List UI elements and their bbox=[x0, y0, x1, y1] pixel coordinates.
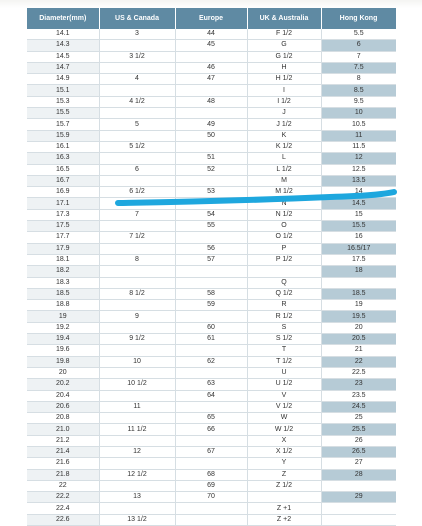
uk-australia-cell: I bbox=[247, 85, 321, 96]
hong-kong-cell: 19 bbox=[321, 300, 396, 311]
diameter-cell: 20 bbox=[27, 367, 99, 378]
hong-kong-cell: 19.5 bbox=[321, 311, 396, 322]
hong-kong-cell: 18.5 bbox=[321, 288, 396, 299]
diameter-cell: 16.1 bbox=[27, 141, 99, 152]
diameter-cell: 21.4 bbox=[27, 446, 99, 457]
us-canada-cell bbox=[99, 458, 175, 469]
hong-kong-cell: 22 bbox=[321, 356, 396, 367]
us-canada-cell: 5 1/2 bbox=[99, 141, 175, 152]
table-row bbox=[27, 119, 396, 130]
uk-australia-cell: O 1/2 bbox=[247, 232, 321, 243]
uk-australia-cell: L 1/2 bbox=[247, 164, 321, 175]
hong-kong-cell: 9.5 bbox=[321, 96, 396, 107]
us-canada-cell: 6 1/2 bbox=[99, 187, 175, 198]
europe-cell: 47 bbox=[175, 74, 247, 85]
diameter-cell: 16.3 bbox=[27, 153, 99, 164]
uk-australia-cell: Z 1/2 bbox=[247, 480, 321, 491]
europe-cell: 61 bbox=[175, 334, 247, 345]
table-row bbox=[27, 108, 396, 119]
table-row bbox=[27, 379, 396, 390]
uk-australia-cell: Z bbox=[247, 469, 321, 480]
table-row bbox=[27, 435, 396, 446]
us-canada-cell: 13 1/2 bbox=[99, 514, 175, 525]
diameter-cell: 18.5 bbox=[27, 288, 99, 299]
table-row bbox=[27, 51, 396, 62]
table-row bbox=[27, 413, 396, 424]
table-row bbox=[27, 164, 396, 175]
us-canada-cell bbox=[99, 153, 175, 164]
diameter-cell: 20.4 bbox=[27, 390, 99, 401]
us-canada-cell bbox=[99, 108, 175, 119]
diameter-cell: 16.7 bbox=[27, 175, 99, 186]
uk-australia-cell: T bbox=[247, 345, 321, 356]
us-canada-cell bbox=[99, 435, 175, 446]
europe-cell: 65 bbox=[175, 413, 247, 424]
hong-kong-cell: 17.5 bbox=[321, 254, 396, 265]
europe-cell: 48 bbox=[175, 96, 247, 107]
diameter-cell: 17.3 bbox=[27, 209, 99, 220]
uk-australia-cell: S 1/2 bbox=[247, 334, 321, 345]
ring-size-conversion-table bbox=[27, 8, 397, 526]
table-body bbox=[27, 29, 396, 526]
table-row bbox=[27, 221, 396, 232]
uk-australia-cell: U bbox=[247, 367, 321, 378]
europe-cell: 67 bbox=[175, 446, 247, 457]
table-row bbox=[27, 503, 396, 514]
hong-kong-cell: 10.5 bbox=[321, 119, 396, 130]
diameter-cell: 19.2 bbox=[27, 322, 99, 333]
us-canada-cell bbox=[99, 480, 175, 491]
hong-kong-cell: 14.5 bbox=[321, 198, 396, 209]
diameter-cell: 14.5 bbox=[27, 51, 99, 62]
us-canada-cell: 9 bbox=[99, 311, 175, 322]
diameter-cell: 21.2 bbox=[27, 435, 99, 446]
diameter-cell: 15.5 bbox=[27, 108, 99, 119]
europe-cell: 70 bbox=[175, 492, 247, 503]
hong-kong-cell: 5.5 bbox=[321, 29, 396, 40]
europe-cell: 63 bbox=[175, 379, 247, 390]
hong-kong-cell: 26 bbox=[321, 435, 396, 446]
uk-australia-cell: M bbox=[247, 175, 321, 186]
diameter-cell: 14.1 bbox=[27, 29, 99, 40]
uk-australia-cell: T 1/2 bbox=[247, 356, 321, 367]
uk-australia-cell: V bbox=[247, 390, 321, 401]
hong-kong-cell: 10 bbox=[321, 108, 396, 119]
uk-australia-cell: N 1/2 bbox=[247, 209, 321, 220]
table-row bbox=[27, 29, 396, 40]
us-canada-cell: 10 bbox=[99, 356, 175, 367]
us-canada-cell: 12 1/2 bbox=[99, 469, 175, 480]
europe-cell: 56 bbox=[175, 243, 247, 254]
table-row bbox=[27, 209, 396, 220]
us-canada-cell: 3 bbox=[99, 29, 175, 40]
us-canada-cell bbox=[99, 130, 175, 141]
hong-kong-cell: 16 bbox=[321, 232, 396, 243]
europe-cell: 49 bbox=[175, 119, 247, 130]
table-row bbox=[27, 74, 396, 85]
hong-kong-cell: 16.5/17 bbox=[321, 243, 396, 254]
hong-kong-cell: 23.5 bbox=[321, 390, 396, 401]
uk-australia-cell: J bbox=[247, 108, 321, 119]
table-row bbox=[27, 141, 396, 152]
hong-kong-cell: 18 bbox=[321, 266, 396, 277]
us-canada-cell: 10 1/2 bbox=[99, 379, 175, 390]
uk-australia-cell: O bbox=[247, 221, 321, 232]
uk-australia-cell: R bbox=[247, 300, 321, 311]
us-canada-cell: 8 bbox=[99, 254, 175, 265]
uk-australia-cell: V 1/2 bbox=[247, 401, 321, 412]
table-row bbox=[27, 480, 396, 491]
diameter-cell: 14.7 bbox=[27, 62, 99, 73]
diameter-cell: 14.3 bbox=[27, 40, 99, 51]
europe-cell: 68 bbox=[175, 469, 247, 480]
header-diameter: Diameter(mm) bbox=[27, 8, 99, 29]
table-row bbox=[27, 424, 396, 435]
diameter-cell: 18.1 bbox=[27, 254, 99, 265]
table-row bbox=[27, 492, 396, 503]
hong-kong-cell: 7 bbox=[321, 51, 396, 62]
uk-australia-cell: P 1/2 bbox=[247, 254, 321, 265]
europe-cell bbox=[175, 85, 247, 96]
header-us-canada: US & Canada bbox=[99, 8, 175, 29]
us-canada-cell: 9 1/2 bbox=[99, 334, 175, 345]
table-row bbox=[27, 469, 396, 480]
diameter-cell: 15.1 bbox=[27, 85, 99, 96]
table-row bbox=[27, 243, 396, 254]
europe-cell: 69 bbox=[175, 480, 247, 491]
us-canada-cell: 7 1/2 bbox=[99, 232, 175, 243]
europe-cell bbox=[175, 198, 247, 209]
uk-australia-cell: Q 1/2 bbox=[247, 288, 321, 299]
uk-australia-cell: W bbox=[247, 413, 321, 424]
europe-cell: 52 bbox=[175, 164, 247, 175]
diameter-cell: 22.4 bbox=[27, 503, 99, 514]
uk-australia-cell: F 1/2 bbox=[247, 29, 321, 40]
table-row bbox=[27, 62, 396, 73]
table-row bbox=[27, 85, 396, 96]
diameter-cell: 14.9 bbox=[27, 74, 99, 85]
table-row bbox=[27, 277, 396, 288]
hong-kong-cell: 8 bbox=[321, 74, 396, 85]
diameter-cell: 18.8 bbox=[27, 300, 99, 311]
hong-kong-cell: 13.5 bbox=[321, 175, 396, 186]
hong-kong-cell: 21 bbox=[321, 345, 396, 356]
us-canada-cell: 3 1/2 bbox=[99, 51, 175, 62]
header-row bbox=[27, 8, 396, 29]
uk-australia-cell bbox=[247, 266, 321, 277]
uk-australia-cell: N bbox=[247, 198, 321, 209]
hong-kong-cell: 28 bbox=[321, 469, 396, 480]
us-canada-cell bbox=[99, 390, 175, 401]
us-canada-cell: 7 bbox=[99, 209, 175, 220]
uk-australia-cell: M 1/2 bbox=[247, 187, 321, 198]
diameter-cell: 17.9 bbox=[27, 243, 99, 254]
uk-australia-cell: W 1/2 bbox=[247, 424, 321, 435]
diameter-cell: 17.5 bbox=[27, 221, 99, 232]
us-canada-cell: 5 bbox=[99, 119, 175, 130]
us-canada-cell bbox=[99, 345, 175, 356]
table-row bbox=[27, 345, 396, 356]
diameter-cell: 15.9 bbox=[27, 130, 99, 141]
diameter-cell: 16.9 bbox=[27, 187, 99, 198]
table-row bbox=[27, 266, 396, 277]
us-canada-cell: 11 1/2 bbox=[99, 424, 175, 435]
hong-kong-cell: 27 bbox=[321, 458, 396, 469]
diameter-cell: 15.3 bbox=[27, 96, 99, 107]
header-europe: Europe bbox=[175, 8, 247, 29]
table-row bbox=[27, 514, 396, 525]
us-canada-cell: 8 1/2 bbox=[99, 288, 175, 299]
diameter-cell: 21.0 bbox=[27, 424, 99, 435]
uk-australia-cell: X bbox=[247, 435, 321, 446]
europe-cell bbox=[175, 345, 247, 356]
uk-australia-cell: G 1/2 bbox=[247, 51, 321, 62]
hong-kong-cell: 20.5 bbox=[321, 334, 396, 345]
us-canada-cell: 13 bbox=[99, 492, 175, 503]
europe-cell: 60 bbox=[175, 322, 247, 333]
diameter-cell: 17.1 bbox=[27, 198, 99, 209]
europe-cell: 53 bbox=[175, 187, 247, 198]
table-row bbox=[27, 390, 396, 401]
table-row bbox=[27, 175, 396, 186]
us-canada-cell bbox=[99, 413, 175, 424]
hong-kong-cell: 25 bbox=[321, 413, 396, 424]
diameter-cell: 17.7 bbox=[27, 232, 99, 243]
hong-kong-cell bbox=[321, 503, 396, 514]
diameter-cell: 22.6 bbox=[27, 514, 99, 525]
us-canada-cell bbox=[99, 62, 175, 73]
us-canada-cell: 6 bbox=[99, 164, 175, 175]
hong-kong-cell: 6 bbox=[321, 40, 396, 51]
us-canada-cell bbox=[99, 243, 175, 254]
uk-australia-cell: R 1/2 bbox=[247, 311, 321, 322]
table-row bbox=[27, 458, 396, 469]
us-canada-cell bbox=[99, 277, 175, 288]
europe-cell bbox=[175, 311, 247, 322]
table-row bbox=[27, 300, 396, 311]
diameter-cell: 16.5 bbox=[27, 164, 99, 175]
table-row bbox=[27, 322, 396, 333]
hong-kong-cell: 24.5 bbox=[321, 401, 396, 412]
diameter-cell: 18.3 bbox=[27, 277, 99, 288]
us-canada-cell bbox=[99, 175, 175, 186]
us-canada-cell bbox=[99, 266, 175, 277]
hong-kong-cell: 12 bbox=[321, 153, 396, 164]
diameter-cell: 19 bbox=[27, 311, 99, 322]
hong-kong-cell bbox=[321, 480, 396, 491]
us-canada-cell bbox=[99, 40, 175, 51]
europe-cell bbox=[175, 232, 247, 243]
europe-cell bbox=[175, 367, 247, 378]
europe-cell: 66 bbox=[175, 424, 247, 435]
hong-kong-cell: 11 bbox=[321, 130, 396, 141]
table-row bbox=[27, 254, 396, 265]
uk-australia-cell: H 1/2 bbox=[247, 74, 321, 85]
hong-kong-cell: 15 bbox=[321, 209, 396, 220]
uk-australia-cell: P bbox=[247, 243, 321, 254]
europe-cell: 62 bbox=[175, 356, 247, 367]
hong-kong-cell: 12.5 bbox=[321, 164, 396, 175]
europe-cell bbox=[175, 141, 247, 152]
table-row bbox=[27, 334, 396, 345]
uk-australia-cell: U 1/2 bbox=[247, 379, 321, 390]
uk-australia-cell: J 1/2 bbox=[247, 119, 321, 130]
diameter-cell: 19.4 bbox=[27, 334, 99, 345]
us-canada-cell bbox=[99, 221, 175, 232]
table-row bbox=[27, 356, 396, 367]
europe-cell bbox=[175, 514, 247, 525]
europe-cell: 50 bbox=[175, 130, 247, 141]
table-row bbox=[27, 311, 396, 322]
europe-cell: 58 bbox=[175, 288, 247, 299]
uk-australia-cell: G bbox=[247, 40, 321, 51]
europe-cell: 51 bbox=[175, 153, 247, 164]
us-canada-cell bbox=[99, 300, 175, 311]
table-row bbox=[27, 232, 396, 243]
europe-cell: 44 bbox=[175, 29, 247, 40]
europe-cell bbox=[175, 51, 247, 62]
hong-kong-cell bbox=[321, 277, 396, 288]
us-canada-cell bbox=[99, 503, 175, 514]
us-canada-cell bbox=[99, 367, 175, 378]
hong-kong-cell bbox=[321, 514, 396, 525]
table-row bbox=[27, 198, 396, 209]
europe-cell bbox=[175, 266, 247, 277]
europe-cell: 57 bbox=[175, 254, 247, 265]
header-uk-australia: UK & Australia bbox=[247, 8, 321, 29]
europe-cell: 45 bbox=[175, 40, 247, 51]
europe-cell bbox=[175, 401, 247, 412]
us-canada-cell bbox=[99, 322, 175, 333]
us-canada-cell: 4 1/2 bbox=[99, 96, 175, 107]
diameter-cell: 19.6 bbox=[27, 345, 99, 356]
diameter-cell: 22 bbox=[27, 480, 99, 491]
diameter-cell: 22.2 bbox=[27, 492, 99, 503]
diameter-cell: 20.6 bbox=[27, 401, 99, 412]
europe-cell: 55 bbox=[175, 221, 247, 232]
hong-kong-cell: 8.5 bbox=[321, 85, 396, 96]
uk-australia-cell: H bbox=[247, 62, 321, 73]
table-row bbox=[27, 40, 396, 51]
uk-australia-cell: Z +1 bbox=[247, 503, 321, 514]
hong-kong-cell: 29 bbox=[321, 492, 396, 503]
europe-cell bbox=[175, 175, 247, 186]
diameter-cell: 21.6 bbox=[27, 458, 99, 469]
hong-kong-cell: 20 bbox=[321, 322, 396, 333]
uk-australia-cell bbox=[247, 492, 321, 503]
diameter-cell: 21.8 bbox=[27, 469, 99, 480]
europe-cell bbox=[175, 108, 247, 119]
diameter-cell: 20.2 bbox=[27, 379, 99, 390]
uk-australia-cell: Z +2 bbox=[247, 514, 321, 525]
europe-cell: 64 bbox=[175, 390, 247, 401]
uk-australia-cell: I 1/2 bbox=[247, 96, 321, 107]
uk-australia-cell: Q bbox=[247, 277, 321, 288]
hong-kong-cell: 26.5 bbox=[321, 446, 396, 457]
hong-kong-cell: 14 bbox=[321, 187, 396, 198]
us-canada-cell: 11 bbox=[99, 401, 175, 412]
table-row bbox=[27, 446, 396, 457]
table-row bbox=[27, 153, 396, 164]
hong-kong-cell: 23 bbox=[321, 379, 396, 390]
europe-cell bbox=[175, 435, 247, 446]
europe-cell: 54 bbox=[175, 209, 247, 220]
hong-kong-cell: 15.5 bbox=[321, 221, 396, 232]
diameter-cell: 15.7 bbox=[27, 119, 99, 130]
hong-kong-cell: 7.5 bbox=[321, 62, 396, 73]
europe-cell bbox=[175, 277, 247, 288]
uk-australia-cell: S bbox=[247, 322, 321, 333]
uk-australia-cell: Y bbox=[247, 458, 321, 469]
table-row bbox=[27, 401, 396, 412]
uk-australia-cell: K 1/2 bbox=[247, 141, 321, 152]
europe-cell bbox=[175, 458, 247, 469]
us-canada-cell bbox=[99, 198, 175, 209]
us-canada-cell bbox=[99, 85, 175, 96]
europe-cell: 46 bbox=[175, 62, 247, 73]
table-row bbox=[27, 130, 396, 141]
diameter-cell: 18.2 bbox=[27, 266, 99, 277]
us-canada-cell: 12 bbox=[99, 446, 175, 457]
table-row bbox=[27, 187, 396, 198]
hong-kong-cell: 25.5 bbox=[321, 424, 396, 435]
header-hong-kong: Hong Kong bbox=[321, 8, 396, 29]
uk-australia-cell: L bbox=[247, 153, 321, 164]
us-canada-cell: 4 bbox=[99, 74, 175, 85]
uk-australia-cell: K bbox=[247, 130, 321, 141]
table-row bbox=[27, 367, 396, 378]
table-row bbox=[27, 288, 396, 299]
table-row bbox=[27, 96, 396, 107]
hong-kong-cell: 22.5 bbox=[321, 367, 396, 378]
diameter-cell: 20.8 bbox=[27, 413, 99, 424]
europe-cell bbox=[175, 503, 247, 514]
europe-cell: 59 bbox=[175, 300, 247, 311]
diameter-cell: 19.8 bbox=[27, 356, 99, 367]
hong-kong-cell: 11.5 bbox=[321, 141, 396, 152]
uk-australia-cell: X 1/2 bbox=[247, 446, 321, 457]
